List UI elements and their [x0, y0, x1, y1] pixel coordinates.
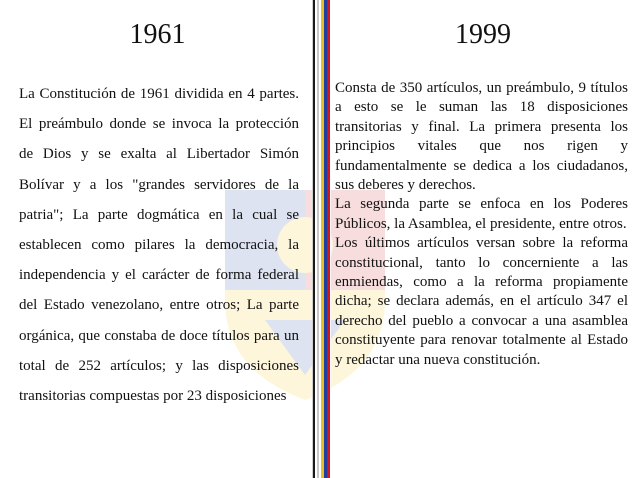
constitution-1961-column — [0, 0, 312, 478]
paragraph-1999-public-powers: La segunda parte se enfoca en los Poderes Públicos, la Asamblea, el presidente, entre otros. — [335, 196, 628, 232]
flag-stripe-divider — [313, 0, 331, 478]
constitution-1999-description — [335, 79, 628, 370]
column-title-1961: 1961 — [129, 19, 186, 50]
constitution-1999-column — [333, 0, 638, 478]
constitution-1961-description: La Constitución de 1961 dividida en 4 partes. El preámbulo donde se invoca la protección de Dios y se exalta al Libertador Simón Bolívar y a los "grandes servidores de la patria"; La parte dogmática en la cual se establecen como pilares la democracia, la independencia y el carácter de forma federal del Estado venezolano, entre otros; La parte orgánica, que constaba de doce títulos para un total de 252 artículos; y las disposiciones transitorias compuestas por 23 disposiciones — [19, 86, 299, 405]
paragraph-1999-reform: Los últimos artículos versan sobre la reforma constitucional, tanto lo concerniente a las enmiendas, como a la reforma propiamente dicha; se declara además, en el artículo 347 el derecho del pueblo a convocar a una asamblea constituyente para renovar totalmente al Estado y redactar una nueva constitución. — [335, 235, 628, 368]
column-title-1999: 1999 — [455, 19, 511, 50]
stripe-white-3 — [330, 0, 331, 478]
paragraph-1999-structure: Consta de 350 artículos, un preámbulo, 9 títulos a esto se le suman las 18 disposiciones transitorias y final. La primera presenta los principios vitales que nos rigen y fundamentalmente se dedica a los ciudadanos, sus deberes y derechos. — [335, 80, 628, 194]
